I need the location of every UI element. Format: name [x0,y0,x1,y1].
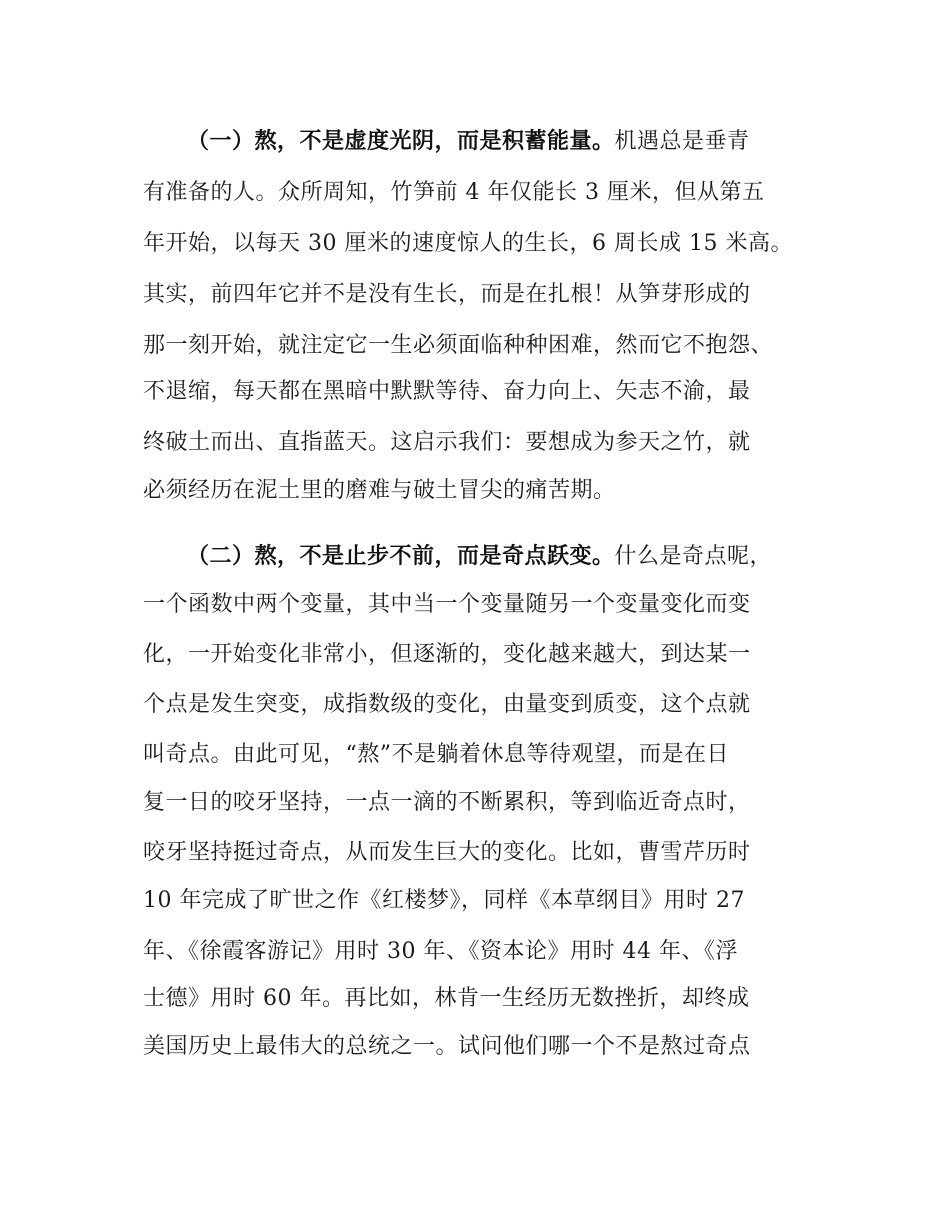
paragraph-text: 什么是奇点呢， [614,544,773,569]
paragraph-line: 个点是发生突变，成指数级的变化，由量变到质变，这个点就 [143,692,751,717]
paragraph-line: 一个函数中两个变量，其中当一个变量随另一个变量变化而变 [143,592,751,617]
paragraph-line: 年开始，以每天 30 厘米的速度惊人的生长，6 周长成 15 米高。 [143,231,793,256]
paragraph-line [187,125,750,159]
paragraph-line: 叫奇点。由此可见，“熬”不是躺着休息等待观望，而是在日 [143,742,729,767]
paragraph-line: 其实，前四年它并不是没有生长，而是在扎根！从笋芽形成的 [143,282,751,307]
paragraph-line: 化，一开始变化非常小，但逐渐的，变化越来越大，到达某一 [143,642,751,667]
paragraph-line [187,540,772,574]
paragraph-line: 必须经历在泥土里的磨难与破土冒尖的痛苦期。 [143,478,616,503]
paragraph-line: 美国历史上最伟大的总统之一。试问他们哪一个不是熬过奇点 [143,1034,751,1059]
paragraph-line: 咬牙坚持挺过奇点，从而发生巨大的变化。比如，曹雪芹历时 [143,840,751,865]
section-heading: （一）熬，不是虚度光阴，而是积蓄能量。 [187,129,615,154]
paragraph-line: 士德》用时 60 年。再比如，林肯一生经历无数挫折，却终成 [143,986,750,1011]
paragraph-line: 那一刻开始，就注定它一生必须面临种种困难，然而它不抱怨、 [143,333,774,358]
paragraph-line: 10 年完成了旷世之作《红楼梦》，同样《本草纲目》用时 27 [143,888,745,913]
paragraph-line: 年、《徐霞客游记》用时 30 年、《资本论》用时 44 年、《浮 [143,939,738,964]
paragraph-text: 机遇总是垂青 [614,129,750,154]
paragraph-line: 有准备的人。众所周知，竹笋前 4 年仅能长 3 厘米，但从第五 [143,180,765,205]
paragraph-line: 终破土而出、直指蓝天。这启示我们：要想成为参天之竹，就 [143,430,751,455]
section-heading: （二）熬，不是止步不前，而是奇点跃变。 [187,544,615,569]
paragraph-line: 不退缩，每天都在黑暗中默默等待、奋力向上、矢志不渝，最 [143,379,751,404]
paragraph-line: 复一日的咬牙坚持，一点一滴的不断累积，等到临近奇点时， [143,790,751,815]
